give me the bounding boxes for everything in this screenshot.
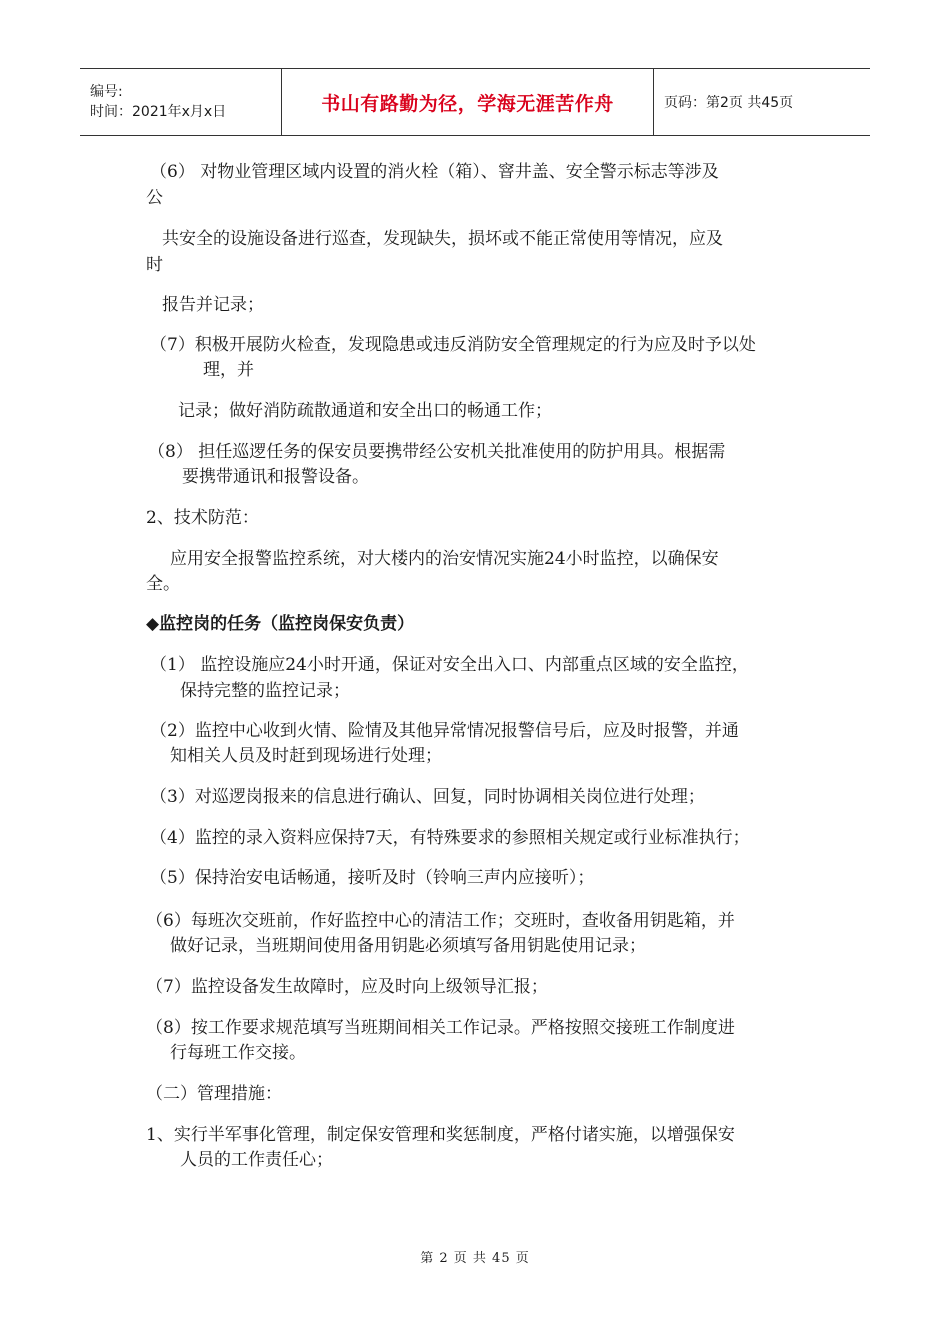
header-motto: 书山有路勤为径，学海无涯苦作舟 <box>321 92 614 115</box>
body-line: （6） 对物业管理区域内设置的消火栓（箱）、窨井盖、安全警示标志等涉及 <box>150 162 719 182</box>
body-line: 1、实行半军事化管理，制定保安管理和奖惩制度，严格付诸实施，以增强保安 <box>146 1125 735 1145</box>
body-line: 人员的工作责任心； <box>180 1150 333 1170</box>
body-line: 共安全的设施设备进行巡查，发现缺失，损坏或不能正常使用等情况，应及 <box>162 229 723 249</box>
body-line: 记录；做好消防疏散通道和安全出口的畅通工作； <box>178 401 552 421</box>
body-line: （6）每班次交班前，作好监控中心的清洁工作；交班时，查收备用钥匙箱，并 <box>146 911 735 931</box>
body-line: （8）按工作要求规范填写当班期间相关工作记录。严格按照交接班工作制度进 <box>146 1018 735 1038</box>
body-line: （8） 担任巡逻任务的保安员要携带经公安机关批准使用的防护用具。根据需 <box>148 442 726 462</box>
page-header <box>80 68 870 136</box>
document-number-label: 编号: <box>90 84 123 100</box>
body-line: 要携带通讯和报警设备。 <box>182 467 369 487</box>
body-line: （4）监控的录入资料应保持7天，有特殊要求的参照相关规定或行业标准执行； <box>150 828 750 848</box>
body-line: 公 <box>146 188 163 208</box>
body-line: 全。 <box>146 574 180 594</box>
body-line: 知相关人员及时赶到现场进行处理； <box>170 746 442 766</box>
header-info-cell <box>80 69 282 135</box>
body-line: 理，并 <box>203 360 254 380</box>
body-line: （1） 监控设施应24小时开通，保证对安全出入口、内部重点区域的安全监控， <box>150 655 749 675</box>
section-heading: （二）管理措施： <box>146 1084 282 1104</box>
page-footer: 第 2 页 共 45 页 <box>420 1251 530 1266</box>
header-page-number: 页码：第2页 共45页 <box>664 95 794 111</box>
section-heading: 2、技术防范： <box>146 508 259 528</box>
body-line: （3）对巡逻岗报来的信息进行确认、回复，同时协调相关岗位进行处理； <box>150 787 705 807</box>
header-page-cell <box>654 69 870 135</box>
document-date-label: 时间：2021年x月x日 <box>90 104 227 120</box>
body-line: 报告并记录； <box>162 295 264 315</box>
body-line: 做好记录，当班期间使用备用钥匙必须填写备用钥匙使用记录； <box>170 936 646 956</box>
body-line: 应用安全报警监控系统，对大楼内的治安情况实施24小时监控，以确保安 <box>170 549 719 569</box>
header-motto-cell <box>282 69 654 135</box>
body-line: （2）监控中心收到火情、险情及其他异常情况报警信号后，应及时报警，并通 <box>150 721 739 741</box>
body-line: （5）保持治安电话畅通，接听及时（铃响三声内应接听）； <box>150 868 595 888</box>
body-line: （7）监控设备发生故障时，应及时向上级领导汇报； <box>146 977 548 997</box>
body-line: （7）积极开展防火检查，发现隐患或违反消防安全管理规定的行为应及时予以处 <box>150 335 756 355</box>
body-line: 行每班工作交接。 <box>170 1043 306 1063</box>
body-line: 时 <box>146 255 163 275</box>
body-line: 保持完整的监控记录； <box>180 681 350 701</box>
section-heading: ◆监控岗的任务（监控岗保安负责） <box>146 614 415 634</box>
